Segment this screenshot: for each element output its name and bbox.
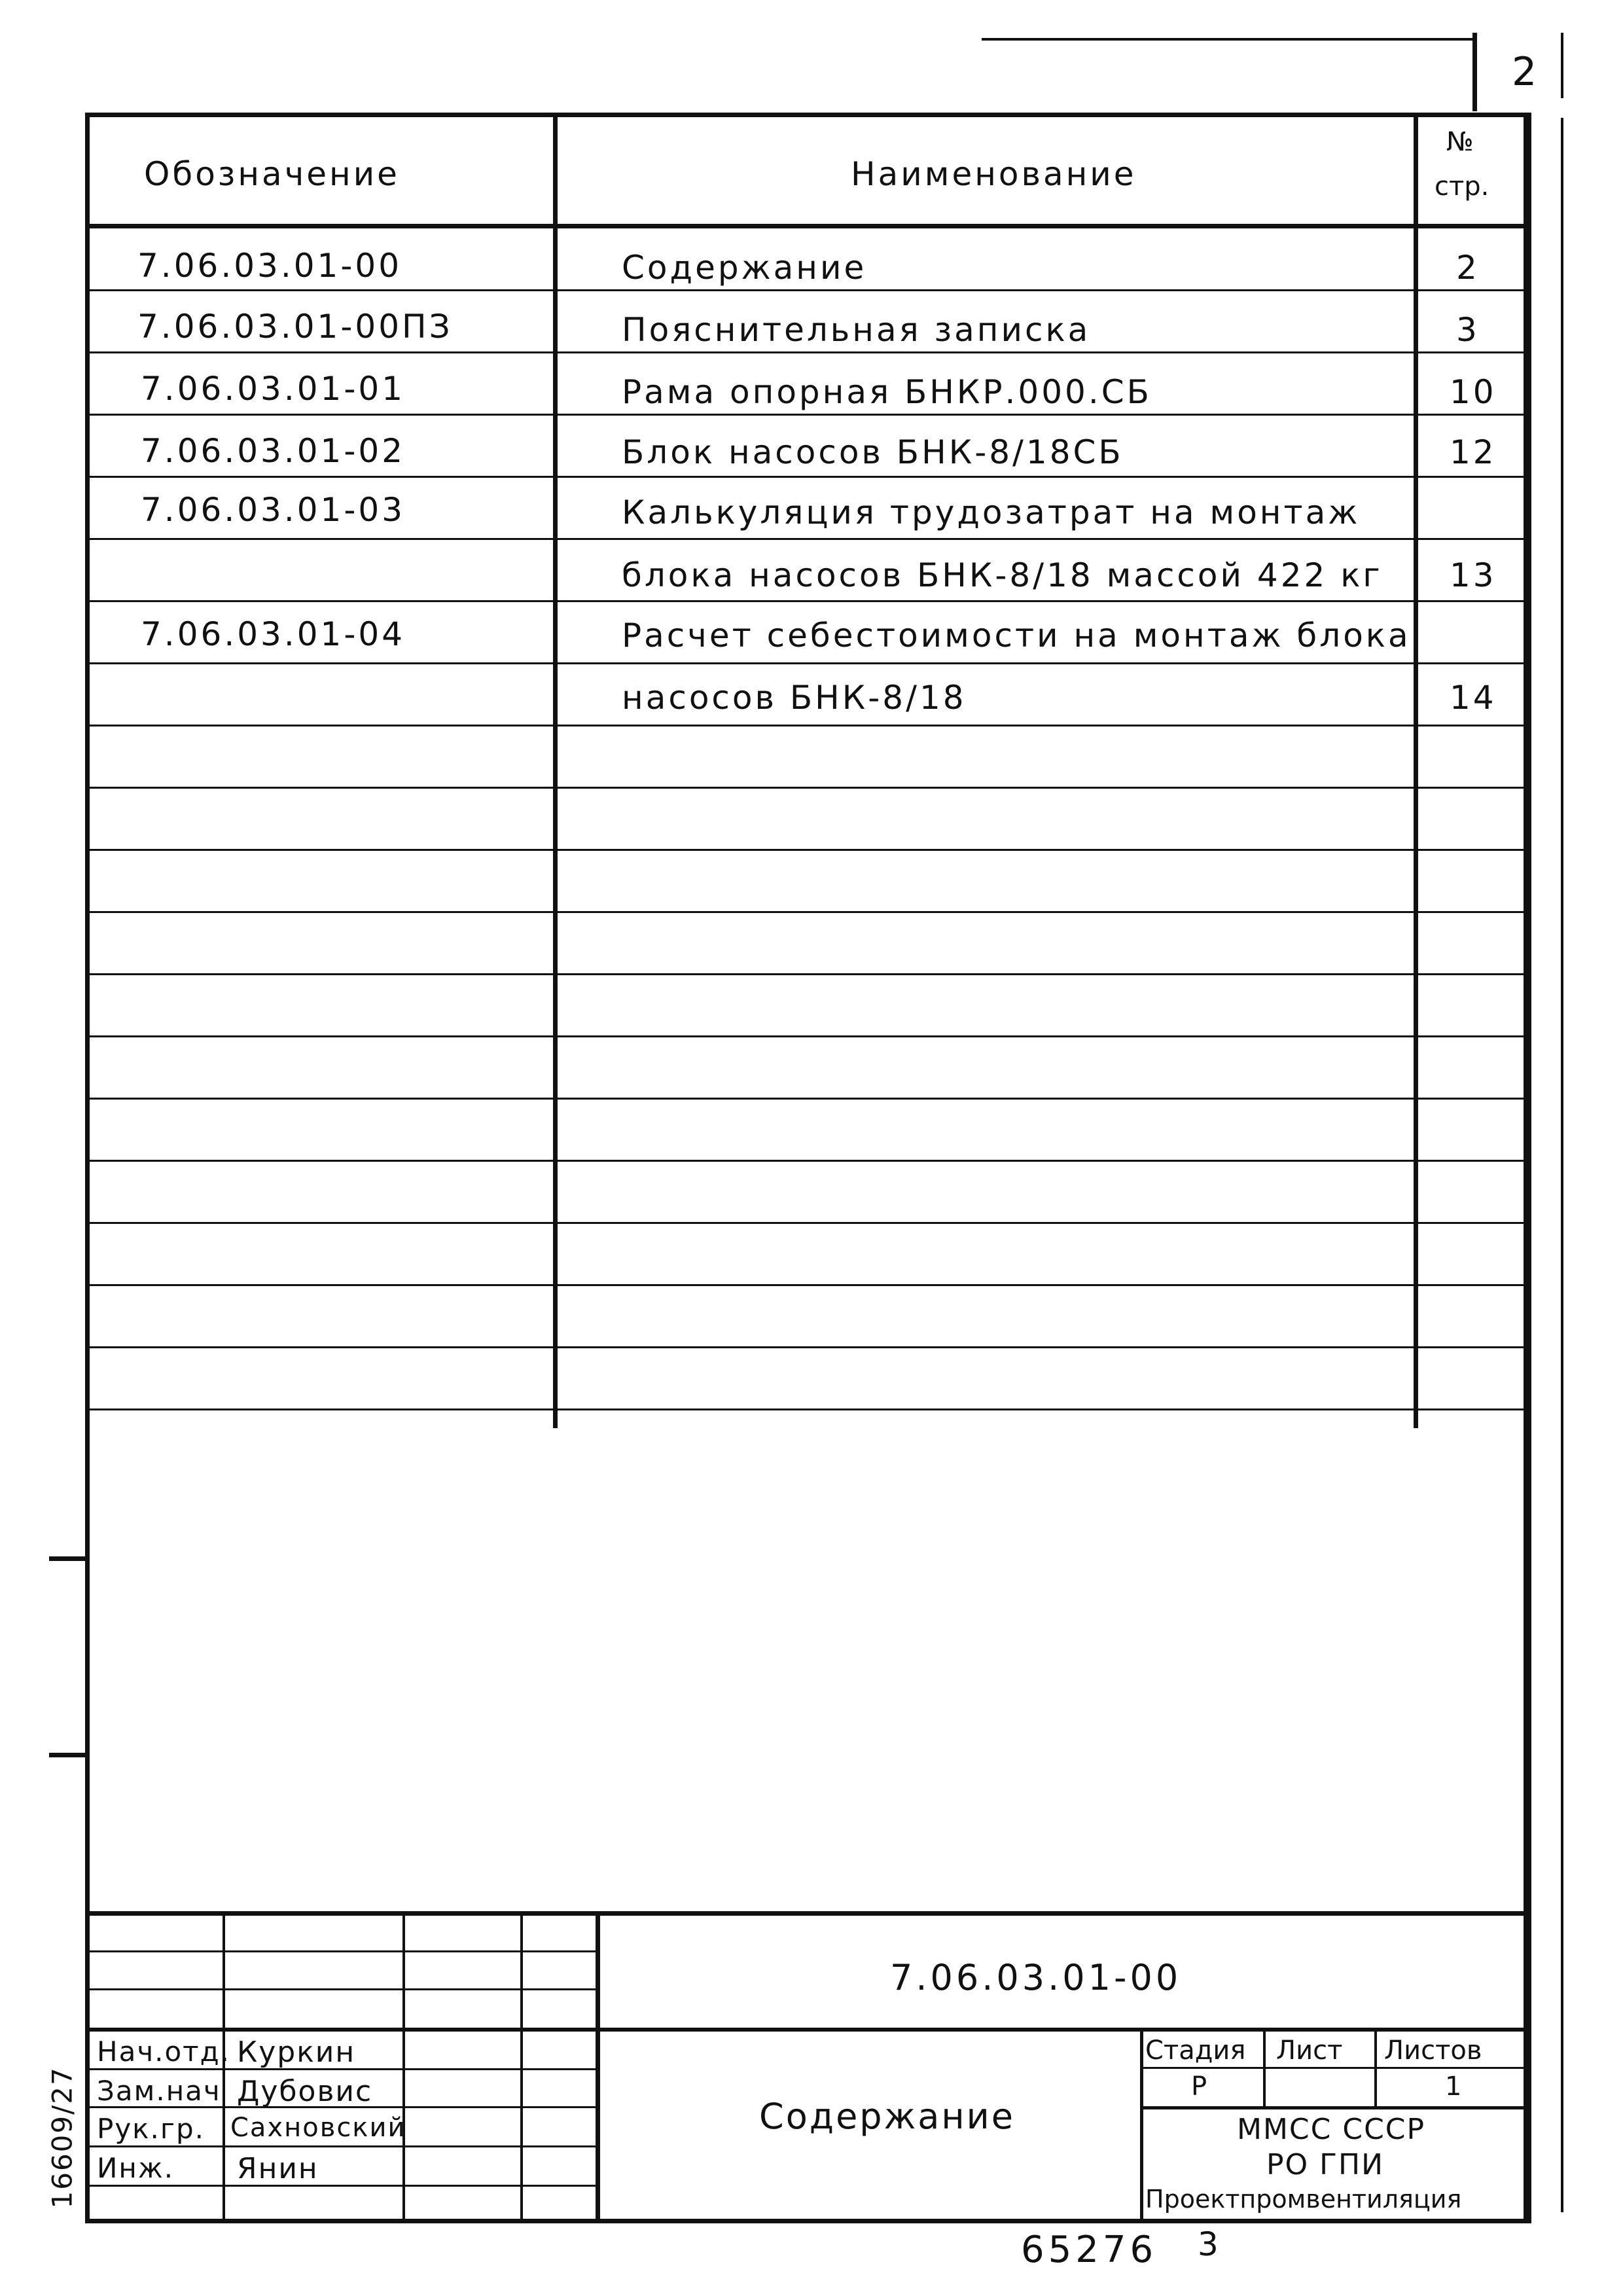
signature-name: Янин	[237, 2152, 319, 2185]
header-page-no-line1: №	[1446, 127, 1474, 157]
contents-table	[85, 113, 1528, 1428]
row-name: Расчет себестоимости на монтаж блока	[622, 617, 1411, 655]
sheets-label: Листов	[1384, 2036, 1482, 2066]
signature-name: Сахновский	[230, 2113, 406, 2143]
header-page-no-line2: стр.	[1435, 171, 1489, 202]
signature-role: Зам.нач	[97, 2075, 221, 2107]
row-designation: 7.06.03.01-00ПЗ	[137, 308, 453, 346]
header-designation: Обозначение	[144, 155, 400, 193]
signature-name: Куркин	[237, 2036, 356, 2069]
signature-name: Дубовис	[237, 2075, 373, 2108]
stage-label: Стадия	[1145, 2036, 1246, 2066]
row-name: Содержание	[622, 249, 867, 287]
row-page: 14	[1450, 679, 1497, 717]
title-block	[85, 1911, 1528, 2223]
row-designation: 7.06.03.01-02	[141, 432, 406, 470]
header-name: Наименование	[851, 155, 1137, 193]
signature-role: Рук.гр.	[97, 2113, 205, 2145]
row-name: Калькуляция трудозатрат на монтаж	[622, 493, 1361, 531]
row-name: Пояснительная записка	[622, 311, 1091, 349]
page-number-box	[1472, 33, 1571, 111]
row-designation: 7.06.03.01-01	[141, 370, 406, 408]
row-name: насосов БНК-8/18	[622, 679, 967, 717]
signature-role: Нач.отд.	[97, 2036, 231, 2068]
document-code: 7.06.03.01-00	[890, 1957, 1182, 1998]
org-line-2: РО ГПИ	[1266, 2148, 1384, 2181]
page-number: 2	[1512, 49, 1537, 95]
sheet-label: Лист	[1276, 2036, 1343, 2066]
row-name: Блок насосов БНК-8/18СБ	[622, 433, 1124, 471]
row-page: 13	[1450, 556, 1497, 594]
row-designation: 7.06.03.01-03	[141, 491, 406, 529]
row-page: 10	[1450, 373, 1497, 411]
org-line-3: Проектпромвентиляция	[1145, 2185, 1462, 2214]
row-page: 3	[1456, 311, 1480, 349]
row-page: 12	[1450, 433, 1497, 471]
org-line-1: ММСС СССР	[1237, 2113, 1426, 2146]
archive-number: 65276	[1021, 2229, 1158, 2271]
row-page: 2	[1456, 249, 1480, 287]
sheet-mark: 3	[1198, 2225, 1219, 2263]
row-designation: 7.06.03.01-04	[141, 615, 406, 653]
row-name: Рама опорная БНКР.000.СБ	[622, 373, 1152, 411]
sheets-value: 1	[1445, 2072, 1462, 2102]
side-stamp: 16609/27	[46, 2066, 79, 2209]
stage-value: Р	[1191, 2072, 1207, 2102]
row-designation: 7.06.03.01-00	[137, 247, 402, 285]
document-title: Содержание	[759, 2096, 1015, 2137]
signature-role: Инж.	[97, 2152, 175, 2184]
row-name: блока насосов БНК-8/18 массой 422 кг	[622, 556, 1383, 594]
